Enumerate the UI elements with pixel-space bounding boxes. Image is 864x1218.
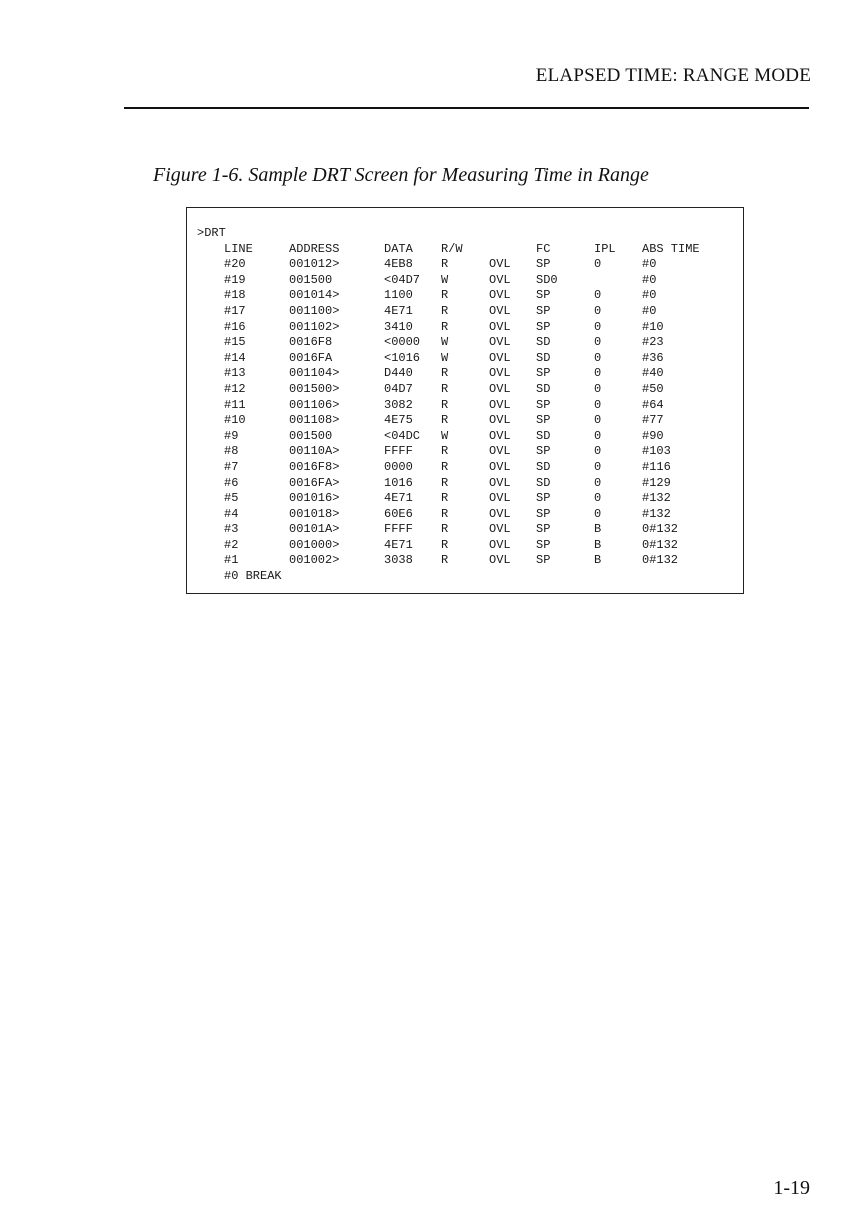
trace-read-write: R	[441, 397, 449, 412]
trace-line-number: #10	[224, 413, 246, 428]
trace-function-code: SD0	[536, 272, 558, 287]
trace-read-write: R	[441, 537, 449, 552]
drt-screen	[186, 207, 744, 594]
column-header-ipl: IPL	[594, 241, 616, 256]
trace-read-write: R	[441, 303, 449, 318]
trace-function-code: SP	[536, 491, 551, 506]
trace-data-value: <0000	[384, 335, 421, 350]
trace-abs-time: 0#132	[642, 537, 679, 552]
trace-abs-time: #129	[642, 475, 671, 490]
trace-row	[197, 366, 664, 382]
trace-line-number: #13	[224, 366, 246, 381]
trace-function-code: SD	[536, 459, 551, 474]
trace-line-number: #15	[224, 335, 246, 350]
trace-row	[197, 413, 664, 429]
trace-function-code: SP	[536, 319, 551, 334]
trace-function-code: SP	[536, 537, 551, 552]
trace-abs-time: #64	[642, 397, 664, 412]
trace-line-number: #17	[224, 303, 246, 318]
trace-address: 001500	[289, 272, 333, 287]
trace-function-code: SP	[536, 553, 551, 568]
trace-read-write: R	[441, 491, 449, 506]
trace-abs-time: #10	[642, 319, 664, 334]
trace-line-number: #7	[224, 459, 239, 474]
trace-line-number: #18	[224, 288, 246, 303]
trace-abs-time: #132	[642, 506, 671, 521]
running-head: ELAPSED TIME: RANGE MODE	[535, 65, 811, 86]
column-header-abs-time: ABS TIME	[642, 241, 700, 256]
trace-read-write: R	[441, 413, 449, 428]
trace-ovl-flag: OVL	[489, 491, 511, 506]
trace-abs-time: #40	[642, 366, 664, 381]
trace-row	[197, 522, 679, 538]
trace-ovl-flag: OVL	[489, 444, 511, 459]
trace-read-write: W	[441, 350, 449, 365]
trace-ovl-flag: OVL	[489, 350, 511, 365]
trace-row	[197, 257, 657, 273]
trace-row	[197, 506, 671, 523]
trace-abs-time: #23	[642, 335, 664, 350]
page-number: 1-19	[773, 1177, 810, 1199]
trace-ipl: 0	[594, 475, 602, 490]
trace-ovl-flag: OVL	[489, 288, 511, 303]
trace-row	[197, 335, 664, 351]
trace-address: 001014>	[289, 288, 340, 303]
trace-read-write: R	[441, 366, 449, 381]
column-header-line: LINE	[224, 241, 253, 256]
trace-ovl-flag: OVL	[489, 506, 511, 521]
trace-line-number: #5	[224, 491, 239, 506]
trace-address: 00101A>	[289, 522, 340, 537]
trace-data-value: 1016	[384, 475, 413, 490]
trace-read-write: W	[441, 428, 449, 443]
trace-ovl-flag: OVL	[489, 428, 511, 443]
trace-ipl: 0	[594, 381, 602, 396]
trace-ipl: 0	[594, 288, 602, 303]
trace-line-number: #12	[224, 381, 246, 396]
trace-ipl: 0	[594, 413, 602, 428]
trace-row	[197, 491, 671, 507]
trace-row	[197, 381, 664, 398]
trace-row	[197, 444, 671, 460]
trace-data-value: 4E71	[384, 537, 413, 552]
trace-read-write: R	[441, 444, 449, 459]
trace-ovl-flag: OVL	[489, 459, 511, 474]
trace-address: 0016F8	[289, 335, 333, 350]
trace-data-value: 3082	[384, 397, 413, 412]
trace-address: 001500	[289, 428, 333, 443]
trace-read-write: R	[441, 522, 449, 537]
trace-row	[197, 303, 657, 320]
trace-address: 001108>	[289, 413, 340, 428]
trace-row	[197, 459, 671, 476]
trace-function-code: SP	[536, 288, 551, 303]
trace-ipl: 0	[594, 428, 602, 443]
trace-abs-time: #103	[642, 444, 671, 459]
figure-caption: Figure 1-6. Sample DRT Screen for Measuring Time in Range	[153, 164, 649, 186]
trace-address: 001016>	[289, 491, 340, 506]
trace-data-value: <1016	[384, 350, 421, 365]
trace-function-code: SP	[536, 413, 551, 428]
trace-address: 001100>	[289, 303, 340, 318]
trace-data-value: FFFF	[384, 444, 413, 459]
trace-data-value: 4E75	[384, 413, 413, 428]
trace-ipl: 0	[594, 506, 602, 521]
trace-read-write: R	[441, 288, 449, 303]
trace-ipl: 0	[594, 491, 602, 506]
trace-ovl-flag: OVL	[489, 272, 511, 287]
trace-line-number: #11	[224, 397, 246, 412]
trace-ovl-flag: OVL	[489, 553, 511, 568]
trace-ipl: 0	[594, 319, 602, 334]
trace-abs-time: #116	[642, 459, 671, 474]
trace-ovl-flag: OVL	[489, 522, 511, 537]
trace-row	[197, 272, 657, 289]
trace-row	[197, 288, 657, 304]
break-marker: #0 BREAK	[224, 569, 282, 584]
trace-ipl: B	[594, 537, 602, 552]
trace-abs-time: 0#132	[642, 553, 679, 568]
trace-function-code: SD	[536, 475, 551, 490]
trace-data-value: 60E6	[384, 506, 413, 521]
trace-function-code: SD	[536, 350, 551, 365]
trace-line-number: #3	[224, 522, 239, 537]
trace-ipl: B	[594, 553, 602, 568]
trace-row	[197, 428, 664, 445]
trace-data-value: 0000	[384, 459, 413, 474]
prompt-line	[197, 226, 240, 242]
trace-read-write: W	[441, 335, 449, 350]
trace-ipl: 0	[594, 397, 602, 412]
trace-data-value: 3038	[384, 553, 413, 568]
trace-function-code: SP	[536, 257, 551, 272]
trace-line-number: #9	[224, 428, 239, 443]
trace-abs-time: #0	[642, 288, 657, 303]
trace-data-value: 4E71	[384, 491, 413, 506]
trace-ipl: 0	[594, 350, 602, 365]
trace-line-number: #6	[224, 475, 239, 490]
trace-line-number: #20	[224, 257, 246, 272]
trace-data-value: 04D7	[384, 381, 413, 396]
trace-data-value: D440	[384, 366, 413, 381]
column-header-fc: FC	[536, 241, 551, 256]
trace-line-number: #19	[224, 272, 246, 287]
trace-read-write: R	[441, 459, 449, 474]
trace-ipl: 0	[594, 335, 602, 350]
trace-function-code: SP	[536, 366, 551, 381]
trace-address: 001500>	[289, 381, 340, 396]
trace-function-code: SP	[536, 444, 551, 459]
trace-data-value: 4E71	[384, 303, 413, 318]
trace-ovl-flag: OVL	[489, 303, 511, 318]
trace-ovl-flag: OVL	[489, 257, 511, 272]
trace-abs-time: #0	[642, 272, 657, 287]
trace-address: 001012>	[289, 257, 340, 272]
trace-function-code: SP	[536, 303, 551, 318]
trace-ipl: 0	[594, 366, 602, 381]
trace-address: 001018>	[289, 506, 340, 521]
trace-address: 00110A>	[289, 444, 340, 459]
trace-row	[197, 553, 679, 569]
trace-function-code: SP	[536, 522, 551, 537]
trace-address: 001106>	[289, 397, 340, 412]
trace-address: 001000>	[289, 537, 340, 552]
header-rule	[124, 107, 809, 109]
trace-line-number: #14	[224, 350, 246, 365]
column-header-rw: R/W	[441, 241, 463, 256]
trace-address: 001104>	[289, 366, 340, 381]
trace-line-number: #4	[224, 506, 239, 521]
trace-read-write: R	[441, 475, 449, 490]
trace-row	[197, 319, 664, 336]
trace-address: 001102>	[289, 319, 340, 334]
trace-ovl-flag: OVL	[489, 413, 511, 428]
trace-line-number: #2	[224, 537, 239, 552]
trace-read-write: R	[441, 506, 449, 521]
terminal-output	[197, 226, 700, 585]
trace-ovl-flag: OVL	[489, 397, 511, 412]
trace-ipl: B	[594, 522, 602, 537]
trace-read-write: W	[441, 272, 449, 287]
trace-ovl-flag: OVL	[489, 366, 511, 381]
trace-read-write: R	[441, 553, 449, 568]
trace-ovl-flag: OVL	[489, 537, 511, 552]
trace-address: 001002>	[289, 553, 340, 568]
column-header-row	[197, 241, 700, 258]
trace-function-code: SD	[536, 381, 551, 396]
trace-ipl: 0	[594, 303, 602, 318]
trace-data-value: FFFF	[384, 522, 413, 537]
trace-data-value: <04DC	[384, 428, 421, 443]
trace-read-write: R	[441, 381, 449, 396]
trace-ipl: 0	[594, 444, 602, 459]
trace-row	[197, 350, 664, 367]
column-header-address: ADDRESS	[289, 241, 340, 256]
trace-abs-time: #0	[642, 303, 657, 318]
trace-ovl-flag: OVL	[489, 319, 511, 334]
trace-abs-time: #132	[642, 491, 671, 506]
trace-abs-time: 0#132	[642, 522, 679, 537]
trace-row	[197, 397, 664, 414]
trace-abs-time: #50	[642, 381, 664, 396]
trace-address: 0016FA>	[289, 475, 340, 490]
column-header-data: DATA	[384, 241, 413, 256]
trace-ovl-flag: OVL	[489, 381, 511, 396]
trace-row	[197, 475, 671, 492]
trace-rows	[197, 257, 679, 569]
break-line	[197, 569, 282, 585]
trace-line-number: #1	[224, 553, 239, 568]
trace-ovl-flag: OVL	[489, 335, 511, 350]
trace-abs-time: #36	[642, 350, 664, 365]
trace-address: 0016F8>	[289, 459, 340, 474]
trace-read-write: R	[441, 319, 449, 334]
trace-ipl: 0	[594, 459, 602, 474]
drt-prompt: >DRT	[197, 226, 226, 240]
trace-abs-time: #0	[642, 257, 657, 272]
trace-function-code: SD	[536, 335, 551, 350]
trace-line-number: #16	[224, 319, 246, 334]
trace-row	[197, 537, 679, 554]
trace-data-value: <04D7	[384, 272, 421, 287]
trace-read-write: R	[441, 257, 449, 272]
trace-line-number: #8	[224, 444, 239, 459]
trace-data-value: 4EB8	[384, 257, 413, 272]
trace-ipl: 0	[594, 257, 602, 272]
trace-abs-time: #77	[642, 413, 664, 428]
trace-address: 0016FA	[289, 350, 333, 365]
trace-function-code: SD	[536, 428, 551, 443]
trace-data-value: 3410	[384, 319, 413, 334]
trace-data-value: 1100	[384, 288, 413, 303]
trace-function-code: SP	[536, 506, 551, 521]
trace-abs-time: #90	[642, 428, 664, 443]
trace-function-code: SP	[536, 397, 551, 412]
trace-ovl-flag: OVL	[489, 475, 511, 490]
